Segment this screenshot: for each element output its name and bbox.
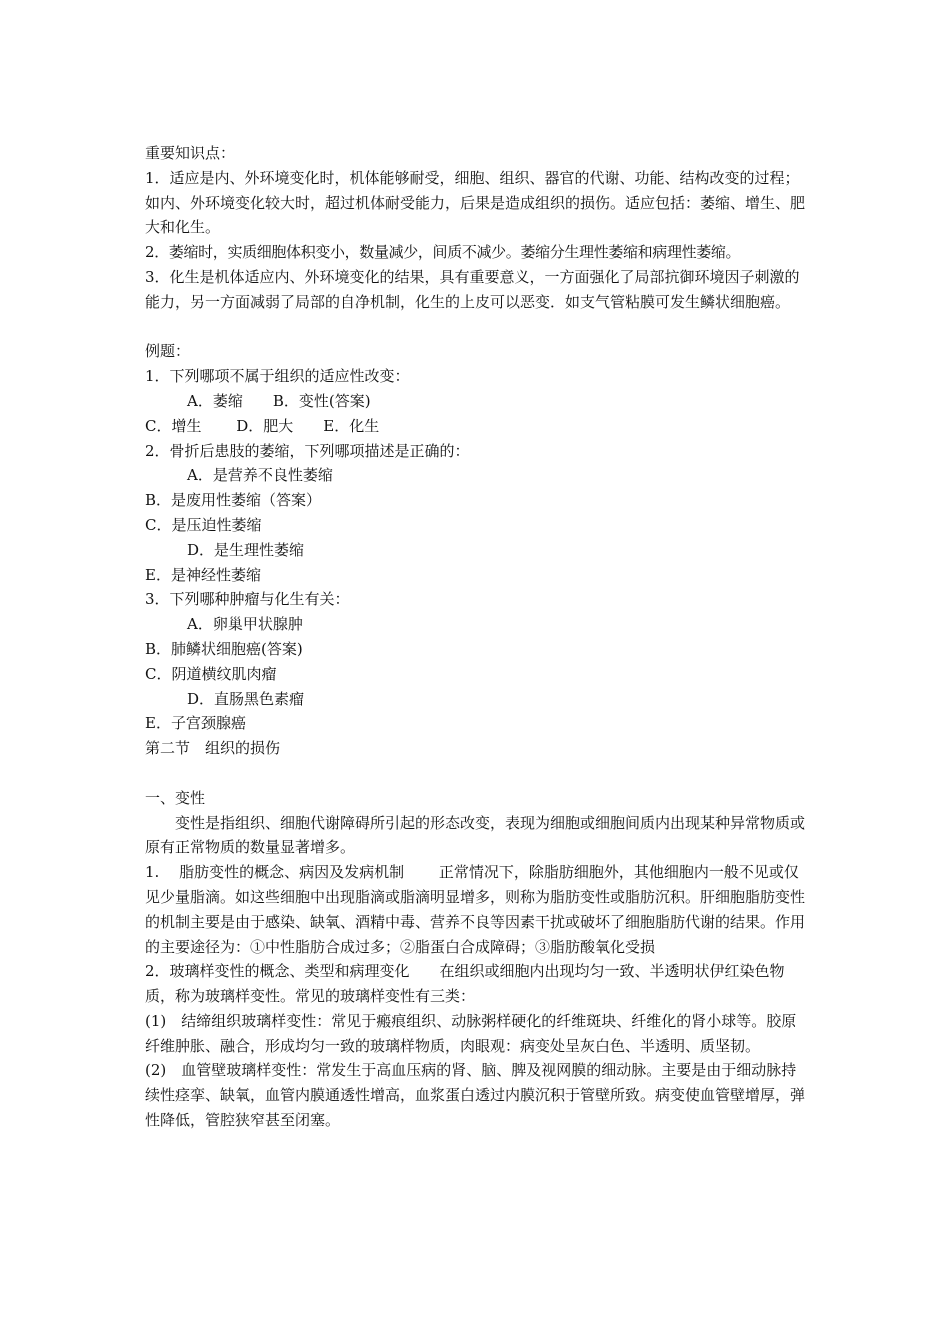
section-title: 第二节 组织的损伤 <box>145 739 281 758</box>
document-page <box>145 141 810 1133</box>
question-3-option-b: B．肺鳞状细胞癌(答案) <box>145 639 303 658</box>
spacer <box>145 315 810 340</box>
question-2-option-b: B．是废用性萎缩（答案） <box>145 491 322 510</box>
question-3-option-a: A．卵巢甲状腺肿 <box>187 615 303 634</box>
paragraph-fatty-degeneration: 1. 脂肪变性的概念、病因及发病机制 正常情况下，除脂肪细胞外，其他细胞内一般不见或仅见少量脂滴。如这些细胞中出现脂滴或脂滴明显增多，则称为脂肪变性或脂肪沉积。肝细胞脂肪变性的机制主要是由于感染、缺氧、酒精中毒、营养不良等因素干扰或破坏了细胞脂肪代谢的结果。作用的主要途径为：①中性脂肪合成过多；②脂蛋白合成障碍；③脂肪酸氧化受损 <box>145 863 806 956</box>
paragraph-intro: 变性是指组织、细胞代谢障碍所引起的形态改变，表现为细胞或细胞间质内出现某种异常物质或原有正常物质的数量显著增多。 <box>145 813 806 857</box>
question-1-options-line-2: C．增生 D．肥大 E．化生 <box>145 416 380 435</box>
paragraph-hyaline-degeneration: 2．玻璃样变性的概念、类型和病理变化 在组织或细胞内出现均匀一致、半透明状伊红染色物质，称为玻璃样变性。常见的玻璃样变性有三类： <box>145 962 785 1006</box>
question-2-option-a: A．是营养不良性萎缩 <box>187 466 333 485</box>
examples-heading: 例题： <box>145 342 191 361</box>
question-3-option-c: C．阴道横纹肌肉瘤 <box>145 664 277 683</box>
paragraph-connective-tissue: (1) 结缔组织玻璃样变性：常见于瘢痕组织、动脉粥样硬化的纤维斑块、纤维化的肾小球等。胶原纤维肿胀、融合，形成均匀一致的玻璃样物质，肉眼观：病变处呈灰白色、半透明、质坚韧。 <box>145 1011 797 1055</box>
key-point-item: 2．萎缩时，实质细胞体积变小，数量减少，间质不减少。萎缩分生理性萎缩和病理性萎缩。 <box>145 243 741 262</box>
question-2-option-d: D．是生理性萎缩 <box>187 540 305 559</box>
paragraph-vascular-wall: (2) 血管壁玻璃样变性：常发生于高血压病的肾、脑、脾及视网膜的细动脉。主要是由于细动脉持续性痉挛、缺氧，血管内膜通透性增高，血浆蛋白透过内膜沉积于管壁所致。病变使血管壁增厚，弹性降低，管腔狭窄甚至闭塞。 <box>145 1061 806 1130</box>
question-1: 1．下列哪项不属于组织的适应性改变： <box>145 367 410 386</box>
question-2-option-c: C．是压迫性萎缩 <box>145 515 262 534</box>
question-3-option-e: E．子宫颈腺癌 <box>145 714 246 733</box>
spacer <box>145 761 810 786</box>
question-3: 3．下列哪种肿瘤与化生有关： <box>145 590 350 609</box>
question-1-options-line-1: A．萎缩 B．变性(答案) <box>187 391 371 410</box>
subsection-title: 一、变性 <box>145 788 206 807</box>
key-point-item: 1．适应是内、外环境变化时，机体能够耐受，细胞、组织、器官的代谢、功能、结构改变的过程；如内、外环境变化较大时，超过机体耐受能力，后果是造成组织的损伤。适应包括：萎缩、增生、肥大和化生。 <box>145 168 806 237</box>
question-3-option-d: D．直肠黑色素瘤 <box>187 689 305 708</box>
key-point-item: 3．化生是机体适应内、外环境变化的结果，具有重要意义，一方面强化了局部抗御环境因子刺激的能力，另一方面减弱了局部的自净机制，化生的上皮可以恶变．如支气管粘膜可发生鳞状细胞癌。 <box>145 267 800 311</box>
question-2-option-e: E．是神经性萎缩 <box>145 565 261 584</box>
key-points-heading: 重要知识点： <box>145 144 236 162</box>
question-2: 2．骨折后患肢的萎缩，下列哪项描述是正确的： <box>145 441 470 460</box>
